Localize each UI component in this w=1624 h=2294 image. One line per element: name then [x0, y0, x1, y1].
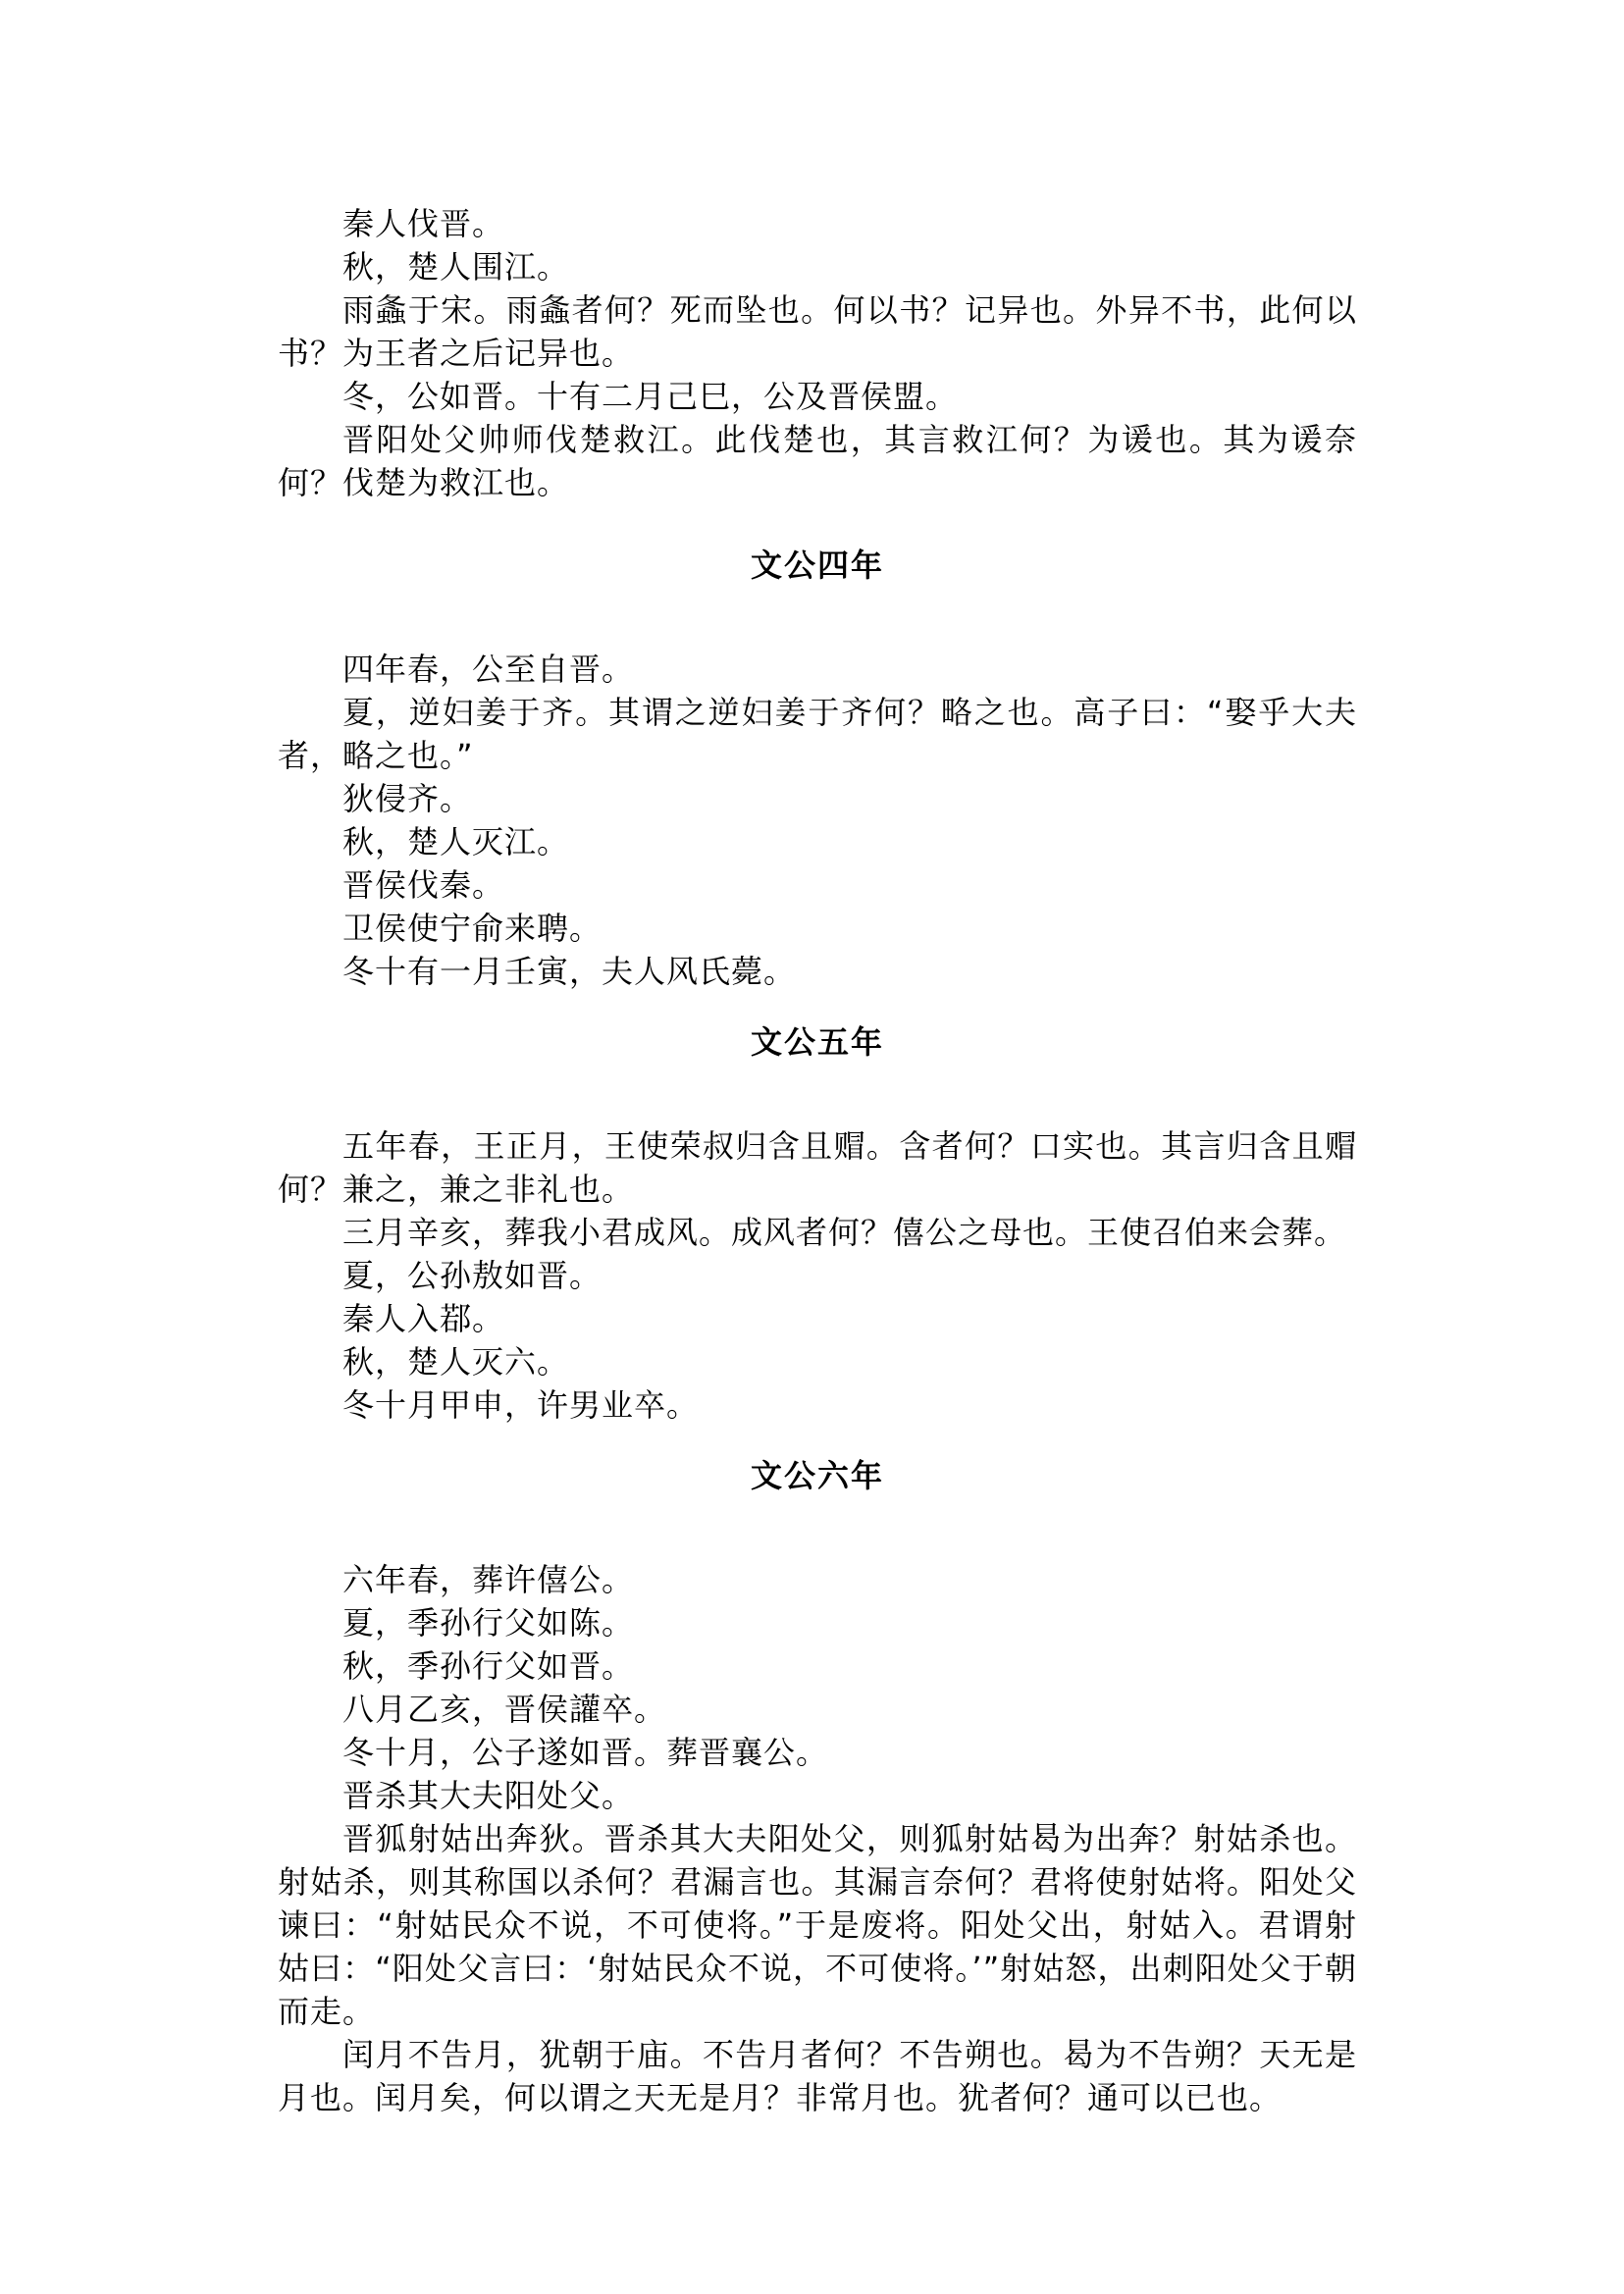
paragraph: 六年春，葬许僖公。 — [342, 1561, 635, 1598]
paragraph: 三月辛亥，葬我小君成风。成风者何？僖公之母也。王使召伯来会葬。 — [342, 1214, 1347, 1251]
paragraph: 冬十月甲申，许男业卒。 — [342, 1386, 700, 1424]
paragraph: 秋，季孙行父如晋。 — [342, 1647, 635, 1685]
paragraph: 夏，季孙行父如陈。 — [342, 1604, 635, 1642]
section-heading: 文公六年 — [750, 1457, 884, 1494]
paragraph: 八月乙亥，晋侯讙卒。 — [342, 1691, 667, 1728]
paragraph: 秦人入鄀。 — [342, 1300, 505, 1337]
paragraph: 秋，楚人灭六。 — [342, 1343, 570, 1381]
paragraph: 冬，公如晋。十有二月己巳，公及晋侯盟。 — [342, 378, 959, 415]
document-page — [278, 202, 1357, 2119]
section-body — [278, 1558, 1357, 2119]
paragraph: 冬十月，公子遂如晋。葬晋襄公。 — [342, 1734, 829, 1771]
paragraph: 秋，楚人灭江。 — [342, 823, 570, 860]
paragraph: 狄侵齐。 — [342, 780, 473, 817]
paragraph: 夏，逆妇姜于齐。其谓之逆妇姜于齐何？略之也。高子曰：“娶乎大夫者，略之也。” — [278, 694, 1357, 774]
section-body — [278, 648, 1357, 993]
intro-section — [278, 202, 1357, 504]
paragraph: 秦人伐晋。 — [342, 205, 505, 242]
paragraph: 晋侯伐秦。 — [342, 866, 505, 904]
paragraph: 五年春，王正月，王使荣叔归含且赗。含者何？口实也。其言归含且赗何？兼之，兼之非礼也。 — [278, 1127, 1357, 1208]
section-body — [278, 1124, 1357, 1427]
section-heading: 文公四年 — [750, 547, 884, 584]
paragraph: 雨螽于宋。雨螽者何？死而坠也。何以书？记异也。外异不书，此何以书？为王者之后记异也。 — [278, 291, 1357, 372]
paragraph: 晋狐射姑出奔狄。晋杀其大夫阳处父，则狐射姑曷为出奔？射姑杀也。射姑杀，则其称国以杀何？君漏言也。其漏言奈何？君将使射姑将。阳处父谏曰：“射姑民众不说，不可使将。”于是废将。阳处父出，射姑入。君谓射姑曰：“阳处父言曰：‘射姑民众不说，不可使将。’”射姑怒，出刺阳处父于朝而走。 — [278, 1820, 1357, 2030]
section-heading: 文公五年 — [750, 1023, 884, 1061]
paragraph: 秋，楚人围江。 — [342, 248, 570, 286]
paragraph: 晋杀其大夫阳处父。 — [342, 1777, 635, 1814]
paragraph: 夏，公孙敖如晋。 — [342, 1257, 602, 1294]
paragraph: 冬十有一月壬寅，夫人风氏薨。 — [342, 953, 797, 990]
paragraph: 四年春，公至自晋。 — [342, 651, 635, 688]
paragraph: 晋阳处父帅师伐楚救江。此伐楚也，其言救江何？为谖也。其为谖奈何？伐楚为救江也。 — [278, 421, 1357, 501]
paragraph: 卫侯使宁俞来聘。 — [342, 910, 602, 947]
paragraph: 闰月不告月，犹朝于庙。不告月者何？不告朔也。曷为不告朔？天无是月也。闰月矣，何以谓之天无是月？非常月也。犹者何？通可以已也。 — [278, 2036, 1357, 2116]
